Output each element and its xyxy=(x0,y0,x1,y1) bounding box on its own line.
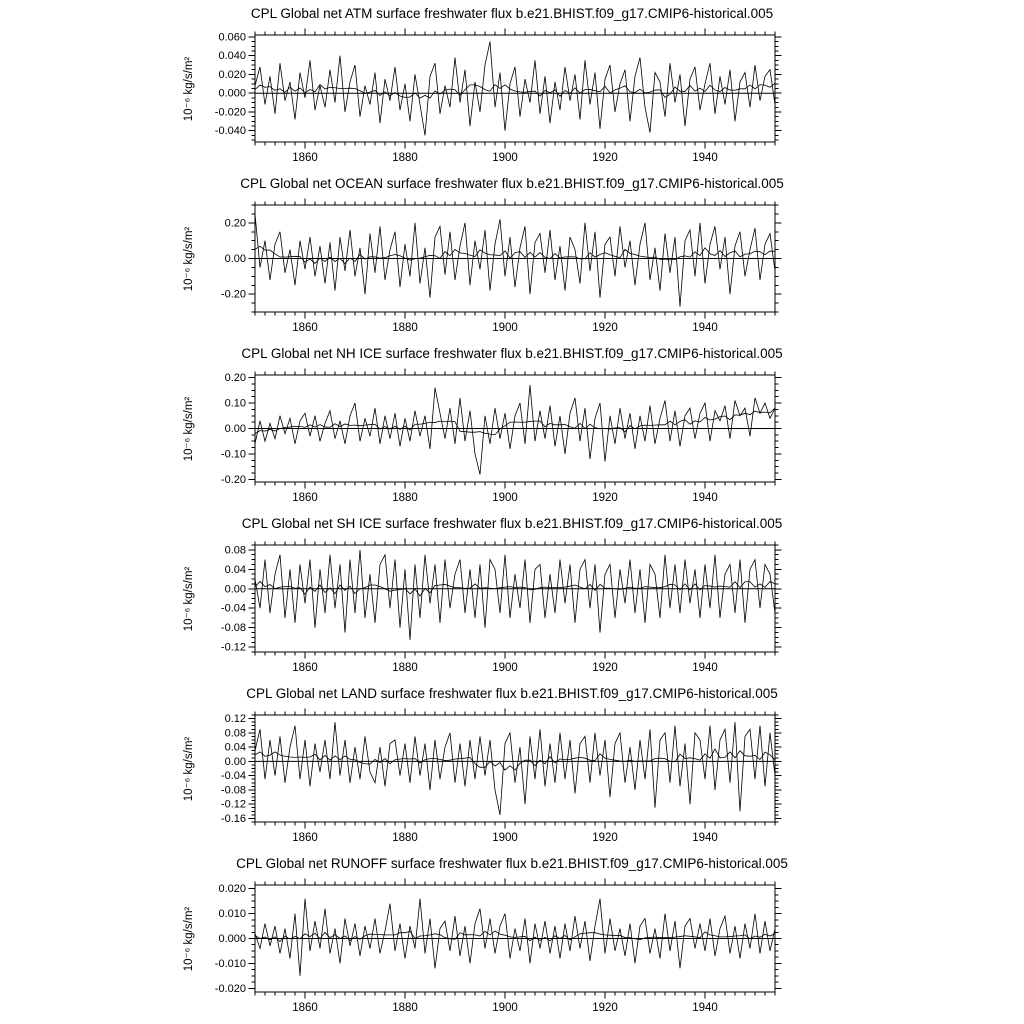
y-tick-label: -0.12 xyxy=(220,641,246,654)
y-axis-label: 10⁻⁶ kg/s/m² xyxy=(183,226,195,292)
y-tick-label: -0.08 xyxy=(220,622,246,635)
x-tick-label: 1920 xyxy=(592,832,618,844)
y-axis-label: 10⁻⁶ kg/s/m² xyxy=(183,396,195,462)
y-axis-label: 10⁻⁶ kg/s/m² xyxy=(183,56,195,122)
chart-panel-land xyxy=(0,682,1024,852)
y-tick-label: -0.020 xyxy=(214,982,246,995)
x-tick-label: 1900 xyxy=(492,832,518,844)
y-axis-label: 10⁻⁶ kg/s/m² xyxy=(183,566,195,632)
x-tick-label: 1880 xyxy=(392,152,418,164)
y-tick-label: -0.04 xyxy=(220,602,246,615)
x-tick-label: 1860 xyxy=(292,152,318,164)
y-tick-label: 0.010 xyxy=(218,908,246,921)
chart-title: CPL Global net LAND surface freshwater flux b.e21.BHIST.f09_g17.CMIP6-historical.005 xyxy=(246,686,778,701)
x-tick-label: 1860 xyxy=(292,322,318,334)
x-tick-label: 1860 xyxy=(292,1002,318,1014)
y-axis-label: 10⁻⁶ kg/s/m² xyxy=(183,906,195,972)
chart-title: CPL Global net RUNOFF surface freshwater flux b.e21.BHIST.f09_g17.CMIP6-historical.005 xyxy=(236,856,788,871)
x-tick-label: 1920 xyxy=(592,152,618,164)
y-tick-label: -0.16 xyxy=(220,812,246,825)
y-tick-label: 0.08 xyxy=(224,727,246,740)
y-tick-label: -0.020 xyxy=(214,106,246,119)
y-tick-label: 0.08 xyxy=(224,544,246,557)
y-tick-label: -0.040 xyxy=(214,125,246,138)
y-tick-label: 0.020 xyxy=(218,883,246,896)
y-tick-label: 0.20 xyxy=(224,372,246,385)
x-tick-label: 1940 xyxy=(692,322,718,334)
x-tick-label: 1860 xyxy=(292,662,318,674)
y-tick-label: 0.00 xyxy=(224,423,246,435)
y-tick-label: -0.04 xyxy=(220,770,246,783)
chart-panel-nh-ice xyxy=(0,342,1024,512)
x-tick-label: 1860 xyxy=(292,832,318,844)
y-tick-label: 0.000 xyxy=(218,87,246,100)
y-tick-label: 0.060 xyxy=(218,31,246,44)
y-tick-label: -0.10 xyxy=(220,448,246,461)
y-axis-label: 10⁻⁶ kg/s/m² xyxy=(183,736,195,802)
chart-title: CPL Global net SH ICE surface freshwater flux b.e21.BHIST.f09_g17.CMIP6-historical.005 xyxy=(241,516,783,531)
y-tick-label: 0.04 xyxy=(224,563,246,576)
y-tick-label: -0.12 xyxy=(220,798,246,811)
y-tick-label: 0.20 xyxy=(224,217,246,230)
y-tick-label: 0.040 xyxy=(218,50,246,63)
y-tick-label: -0.08 xyxy=(220,784,246,797)
x-tick-label: 1940 xyxy=(692,662,718,674)
chart-title: CPL Global net ATM surface freshwater flux b.e21.BHIST.f09_g17.CMIP6-historical.005 xyxy=(250,6,774,21)
y-tick-label: 0.000 xyxy=(218,933,246,945)
x-tick-label: 1900 xyxy=(492,662,518,674)
y-tick-label: -0.010 xyxy=(214,957,246,970)
plot-area xyxy=(0,194,1024,342)
y-tick-label: 0.10 xyxy=(224,397,246,410)
chart-panel-atm xyxy=(0,2,1024,172)
x-tick-label: 1900 xyxy=(492,322,518,334)
plot-area xyxy=(0,364,1024,512)
y-tick-label: 0.04 xyxy=(224,741,246,754)
plot-area xyxy=(0,874,1024,1022)
x-tick-label: 1900 xyxy=(492,492,518,504)
y-tick-label: -0.20 xyxy=(220,288,246,301)
x-tick-label: 1880 xyxy=(392,322,418,334)
plot-area xyxy=(0,24,1024,172)
x-tick-label: 1920 xyxy=(592,322,618,334)
x-tick-label: 1880 xyxy=(392,1002,418,1014)
x-tick-label: 1940 xyxy=(692,832,718,844)
y-tick-label: 0.020 xyxy=(218,68,246,81)
x-tick-label: 1940 xyxy=(692,1002,718,1014)
x-tick-label: 1880 xyxy=(392,832,418,844)
plot-area xyxy=(0,704,1024,852)
y-tick-label: -0.20 xyxy=(220,473,246,486)
y-tick-label: 0.00 xyxy=(224,253,246,265)
y-tick-label: 0.00 xyxy=(224,755,246,768)
x-tick-label: 1900 xyxy=(492,152,518,164)
chart-panel-ocean xyxy=(0,172,1024,342)
chart-title: CPL Global net NH ICE surface freshwater flux b.e21.BHIST.f09_g17.CMIP6-historical.005 xyxy=(241,346,783,361)
x-tick-label: 1880 xyxy=(392,662,418,674)
x-tick-label: 1940 xyxy=(692,492,718,504)
chart-panel-runoff xyxy=(0,852,1024,1022)
x-tick-label: 1860 xyxy=(292,492,318,504)
y-tick-label: 0.00 xyxy=(224,583,246,596)
figure xyxy=(0,2,1024,1022)
plot-area xyxy=(0,534,1024,682)
x-tick-label: 1880 xyxy=(392,492,418,504)
chart-title: CPL Global net OCEAN surface freshwater flux b.e21.BHIST.f09_g17.CMIP6-historical.005 xyxy=(240,176,784,191)
x-tick-label: 1920 xyxy=(592,1002,618,1014)
x-tick-label: 1900 xyxy=(492,1002,518,1014)
x-tick-label: 1920 xyxy=(592,492,618,504)
x-tick-label: 1940 xyxy=(692,152,718,164)
chart-panel-sh-ice xyxy=(0,512,1024,682)
y-tick-label: 0.12 xyxy=(224,713,246,726)
x-tick-label: 1920 xyxy=(592,662,618,674)
